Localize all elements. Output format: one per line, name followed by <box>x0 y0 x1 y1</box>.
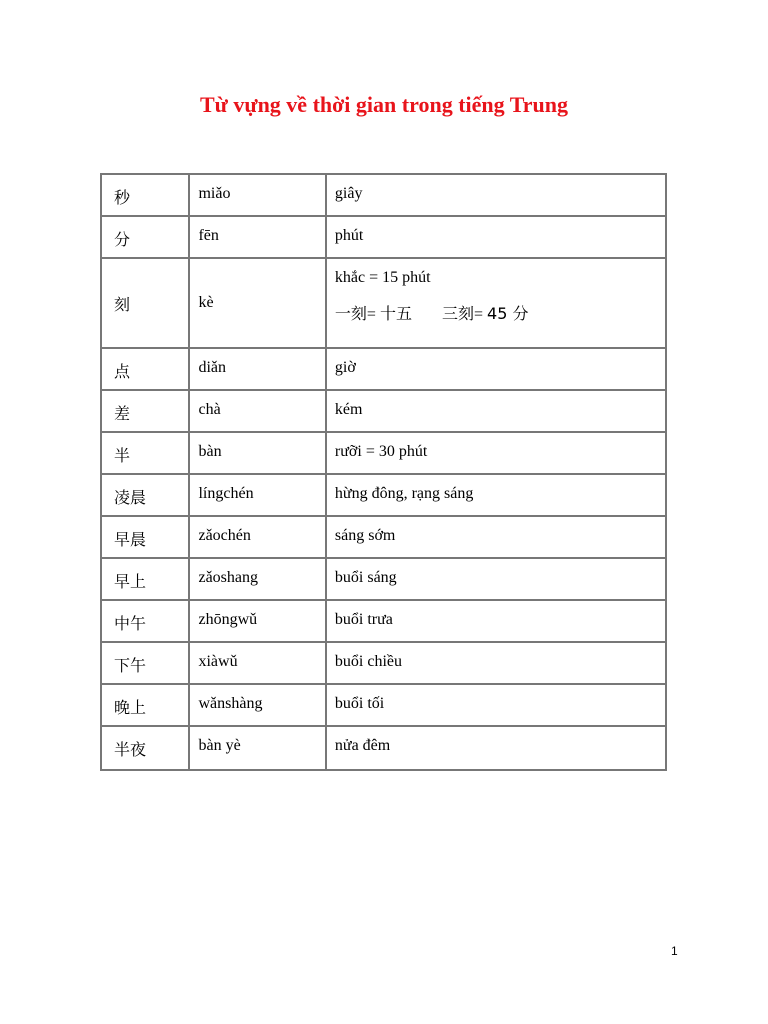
pinyin-cell: zhōngwǔ <box>190 601 326 643</box>
hanzi-cell: 早晨 <box>102 517 190 559</box>
pinyin-cell: fēn <box>190 217 326 259</box>
example-b-right: 45 分 <box>487 304 529 323</box>
table-row <box>102 433 665 475</box>
hanzi-cell: 差 <box>102 391 190 433</box>
table-row <box>102 349 665 391</box>
meaning-cell: phút <box>327 217 665 259</box>
page-title: Từ vựng về thời gian trong tiếng Trung <box>199 92 569 117</box>
hanzi-cell: 中午 <box>102 601 190 643</box>
meaning-cell: nửa đêm <box>334 737 391 754</box>
hanzi-cell: 凌晨 <box>102 475 190 517</box>
table-row <box>102 685 665 727</box>
meaning-example: 一刻= 十五 三刻= 45 分 <box>334 304 529 323</box>
pinyin-cell: kè <box>190 259 326 349</box>
meaning-cell: giây <box>327 175 665 217</box>
pinyin-cell: bàn yè <box>190 727 326 769</box>
table-row <box>102 217 665 259</box>
table-row <box>102 175 665 217</box>
vocabulary-table <box>100 173 667 771</box>
meaning-cell: hừng đông, rạng sáng <box>327 475 665 517</box>
example-a-left: 一刻 <box>334 304 367 323</box>
meaning-cell: rưỡi = 30 phút <box>327 433 665 475</box>
meaning-text: khắc = 15 phút <box>334 269 431 286</box>
meaning-cell: buổi trưa <box>327 601 665 643</box>
table-row <box>102 601 665 643</box>
pinyin-cell: chà <box>190 391 326 433</box>
table-row <box>102 643 665 685</box>
meaning-cell: kém <box>327 391 665 433</box>
hanzi-cell: 下午 <box>102 643 190 685</box>
hanzi-cell: 刻 <box>102 259 190 349</box>
meaning-cell: giờ <box>327 349 665 391</box>
page-number: 1 <box>671 944 678 958</box>
hanzi-cell: 早上 <box>102 559 190 601</box>
hanzi-cell: 晚上 <box>102 685 190 727</box>
example-a-right: 十五 <box>379 304 412 323</box>
meaning-cell: buổi tối <box>327 685 665 727</box>
hanzi-cell: 秒 <box>102 175 190 217</box>
table-row <box>102 259 665 349</box>
hanzi-cell: 半夜 <box>102 727 190 769</box>
pinyin-cell: zǎochén <box>190 517 326 559</box>
pinyin-cell: miǎo <box>190 175 326 217</box>
example-b-left: 三刻 <box>441 304 474 323</box>
table-row <box>102 475 665 517</box>
pinyin-cell: língchén <box>190 475 326 517</box>
hanzi-cell: 半 <box>102 433 190 475</box>
hanzi-cell: 分 <box>102 217 190 259</box>
pinyin-cell: wǎnshàng <box>190 685 326 727</box>
meaning-cell: buổi sáng <box>327 559 665 601</box>
table-row <box>102 391 665 433</box>
meaning-cell: buổi chiều <box>327 643 665 685</box>
pinyin-cell: zǎoshang <box>190 559 326 601</box>
pinyin-cell: bàn <box>190 433 326 475</box>
table-row <box>102 517 665 559</box>
meaning-cell <box>327 259 665 349</box>
pinyin-cell: diǎn <box>190 349 326 391</box>
pinyin-cell: xiàwǔ <box>190 643 326 685</box>
hanzi-cell: 点 <box>102 349 190 391</box>
table-row <box>102 559 665 601</box>
meaning-cell: sáng sớm <box>327 517 665 559</box>
table-row <box>102 727 665 769</box>
